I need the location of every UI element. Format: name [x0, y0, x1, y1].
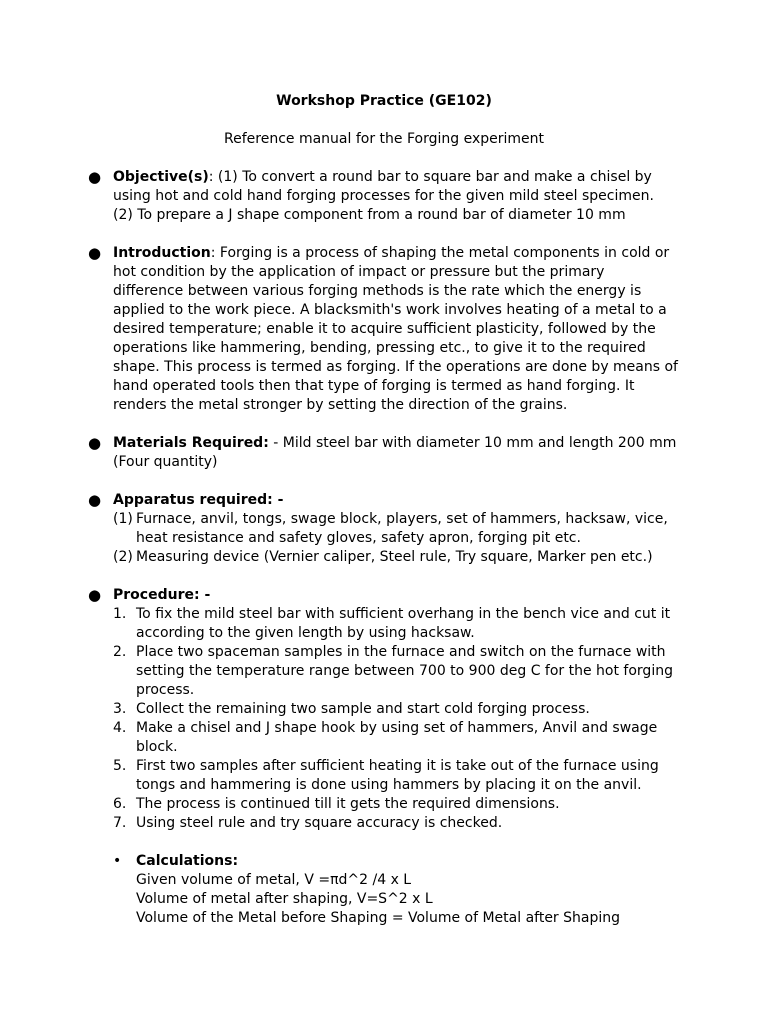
- procedure-step-number: 5.: [113, 758, 127, 774]
- procedure-step: [113, 719, 678, 757]
- procedure-step-number: 4.: [113, 720, 127, 736]
- apparatus-heading: Apparatus required: -: [113, 492, 284, 508]
- procedure-step-number: 2.: [113, 644, 127, 660]
- apparatus-item: [113, 510, 678, 548]
- small-bullet-icon: •: [113, 853, 122, 869]
- apparatus-section: [88, 491, 688, 567]
- apparatus-heading-row: [113, 491, 678, 510]
- procedure-step-text: First two samples after sufficient heating it is take out of the furnace using tongs and hammering is done using hammers by placing it on the anvil.: [136, 758, 659, 793]
- objective-content: [113, 168, 678, 225]
- calculations-section: [113, 852, 693, 928]
- objective-heading: Objective(s): [113, 169, 209, 185]
- procedure-step-number: 1.: [113, 606, 127, 622]
- materials-heading: Materials Required:: [113, 435, 269, 451]
- procedure-heading-row: [113, 586, 678, 605]
- introduction-section: [88, 244, 688, 415]
- procedure-step: [113, 795, 678, 814]
- introduction-text: : Forging is a process of shaping the metal components in cold or hot condition by the application of impact or pressure but the primary difference between various forging methods is the rate which the energy is applied to the work piece. A blacksmith's work involves heating of a metal to a desired temperature; enable it to acquire sufficient plasticity, followed by the operations like hammering, bending, pressing etc., to give it to the required shape. This process is termed as forging. If the operations are done by means of hand operated tools then that type of forging is termed as hand forging. It renders the metal stronger by setting the direction of the grains.: [113, 245, 678, 413]
- introduction-heading: Introduction: [113, 245, 211, 261]
- objective-text: : (1) To convert a round bar to square bar and make a chisel by using hot and cold hand forging processes for the given mild steel specimen.: [113, 169, 654, 204]
- procedure-step-text: Collect the remaining two sample and start cold forging process.: [136, 701, 590, 717]
- document-title: Workshop Practice (GE102): [276, 93, 492, 109]
- procedure-heading: Procedure: -: [113, 587, 211, 603]
- apparatus-item-number: (1): [113, 511, 133, 527]
- procedure-step-text: The process is continued till it gets the required dimensions.: [136, 796, 560, 812]
- procedure-step-text: Using steel rule and try square accuracy is checked.: [136, 815, 503, 831]
- procedure-step-number: 6.: [113, 796, 127, 812]
- procedure-list: [113, 605, 678, 833]
- apparatus-item: [113, 548, 678, 567]
- materials-content: [113, 434, 678, 472]
- procedure-step-number: 3.: [113, 701, 127, 717]
- bullet-icon: ●: [88, 586, 102, 604]
- materials-section: [88, 434, 688, 472]
- document-subtitle: Reference manual for the Forging experiment: [224, 131, 544, 147]
- objective-text-2: (2) To prepare a J shape component from a round bar of diameter 10 mm: [113, 207, 626, 223]
- procedure-step: [113, 643, 678, 700]
- bullet-icon: ●: [88, 168, 102, 186]
- procedure-step-text: Place two spaceman samples in the furnace and switch on the furnace with setting the temperature range between 700 to 900 deg C for the hot forging process.: [136, 644, 673, 698]
- apparatus-list: [113, 510, 678, 567]
- apparatus-item-number: (2): [113, 549, 133, 565]
- bullet-icon: ●: [88, 244, 102, 262]
- apparatus-item-text: Furnace, anvil, tongs, swage block, players, set of hammers, hacksaw, vice, heat resistance and safety gloves, safety apron, forging pit etc.: [136, 511, 668, 546]
- procedure-step: [113, 605, 678, 643]
- procedure-step: [113, 700, 678, 719]
- apparatus-item-text: Measuring device (Vernier caliper, Steel rule, Try square, Marker pen etc.): [136, 549, 653, 565]
- materials-text: - Mild steel bar with diameter 10 mm and length 200 mm (Four quantity): [113, 435, 677, 470]
- bullet-icon: ●: [88, 434, 102, 452]
- calculations-heading: Calculations:: [136, 853, 239, 869]
- procedure-section: [88, 586, 688, 833]
- objective-section: [88, 168, 688, 225]
- calculation-line: Volume of metal after shaping, V=S^2 x L: [136, 891, 433, 907]
- introduction-content: [113, 244, 678, 415]
- procedure-step-text: To fix the mild steel bar with sufficient overhang in the bench vice and cut it according to the given length by using hacksaw.: [136, 606, 671, 641]
- calculation-line: Volume of the Metal before Shaping = Volume of Metal after Shaping: [136, 910, 621, 926]
- procedure-step: [113, 814, 678, 833]
- procedure-step: [113, 757, 678, 795]
- procedure-step-number: 7.: [113, 815, 127, 831]
- procedure-step-text: Make a chisel and J shape hook by using set of hammers, Anvil and swage block.: [136, 720, 658, 755]
- calculation-line: Given volume of metal, V =πd^2 /4 x L: [136, 872, 412, 888]
- bullet-icon: ●: [88, 491, 102, 509]
